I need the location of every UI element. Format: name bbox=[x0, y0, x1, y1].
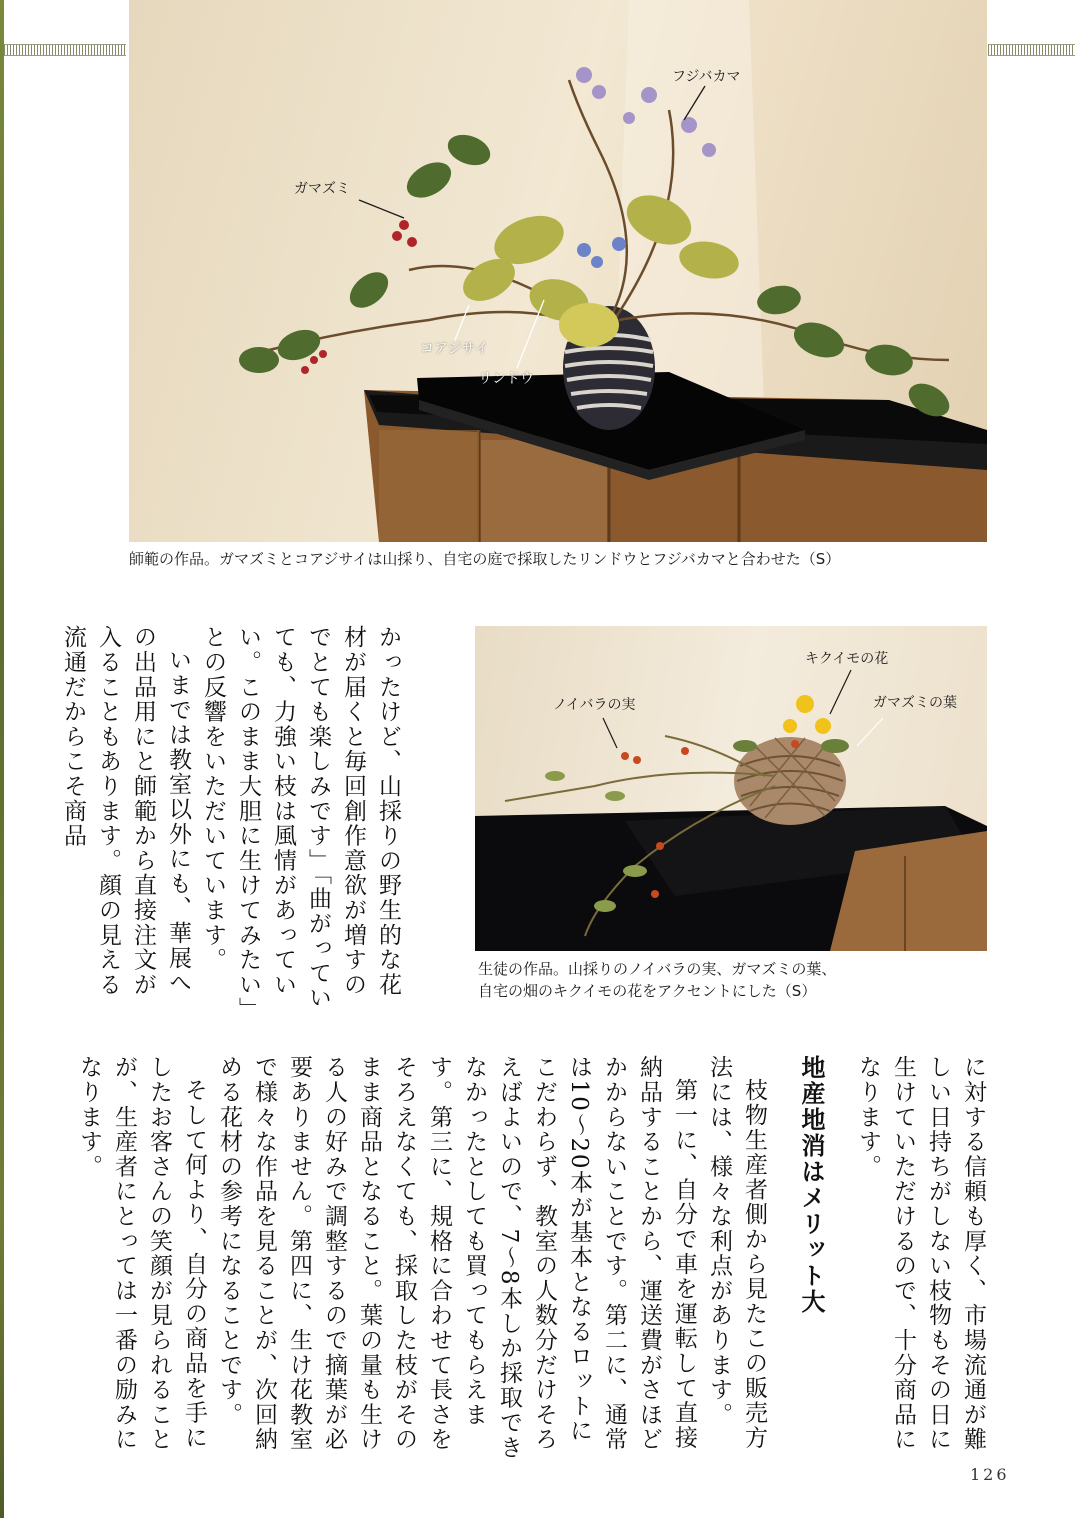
page-number: 126 bbox=[970, 1465, 1010, 1484]
lower-text-block bbox=[76, 1055, 990, 1460]
lower-paragraph-3: 第一に、自分で車を運転して直接納品することから、運送費がさほどかからないことです。第二に、通常は10～20本が基本となるロットにこだわらず、教室の人数分だけそろえばよいので、7～8本しか採取できなかったとしても買ってもらえます。第三に、規格に合わせて長さをそろえなくても、採取した枝がそのまま商品となること。葉の量も生ける人の好みで調整するので摘葉が必要ありません。第四に、生け花教室で様々な作品を見ることが、次回納める花材の参考になることです。 bbox=[216, 1055, 697, 1460]
lower-paragraph-2: 枝物生産者側から見たこの販売方法には、様々な利点があります。 bbox=[706, 1055, 767, 1450]
decorative-rule-right bbox=[988, 44, 1075, 56]
label-koajisai: コアジサイ bbox=[420, 341, 489, 357]
master-arrangement-illustration bbox=[129, 0, 987, 542]
caption-master-arrangement: 師範の作品。ガマズミとコアジサイは山採り、自宅の庭で採取したリンドウとフジバカマと合わせた（S） bbox=[129, 550, 841, 568]
label-rindou: リンドウ bbox=[478, 371, 534, 387]
student-arrangement-illustration bbox=[475, 626, 987, 951]
left-edge-stripe bbox=[0, 0, 4, 1518]
photo-student-arrangement bbox=[475, 626, 987, 951]
label-gamazumi: ガマズミ bbox=[294, 181, 350, 197]
upper-text-block bbox=[60, 625, 405, 1015]
label-kikuimo: キクイモの花 bbox=[805, 651, 889, 667]
label-gamazumi-leaf: ガマズミの葉 bbox=[873, 695, 957, 711]
section-heading: 地産地消はメリット大 bbox=[797, 1055, 825, 1315]
lower-paragraph-1: に対する信頼も厚く、市場流通が難しい日持ちがしない枝物もその日に生けていただけるので、十分商品になります。 bbox=[855, 1055, 986, 1452]
caption-student-arrangement-line2: 自宅の畑のキクイモの花をアクセントにした（S） bbox=[478, 982, 817, 1000]
photo-master-arrangement bbox=[129, 0, 987, 542]
label-noibara: ノイバラの実 bbox=[553, 697, 636, 713]
caption-student-arrangement-line1: 生徒の作品。山採りのノイバラの実、ガマズミの葉、 bbox=[478, 960, 837, 978]
label-fujibakama: フジバカマ bbox=[672, 69, 741, 85]
decorative-rule-left bbox=[4, 44, 126, 56]
upper-paragraph-2: いまでは教室以外にも、華展への出品用にと師範から直接注文が入ることもあります。顔の見える流通だからこそ商品 bbox=[60, 625, 191, 997]
lower-paragraph-4: そして何より、自分の商品を手にしたお客さんの笑顔が見られることが、生産者にとっては一番の励みになります。 bbox=[76, 1055, 207, 1452]
upper-paragraph-1: かったけど、山採りの野生的な花材が届くと毎回創作意欲が増すのでとても楽しみです」「曲がっていても、力強い枝は風情があっていい。このまま大胆に生けてみたい」との反響をいただいています。 bbox=[200, 625, 401, 1011]
